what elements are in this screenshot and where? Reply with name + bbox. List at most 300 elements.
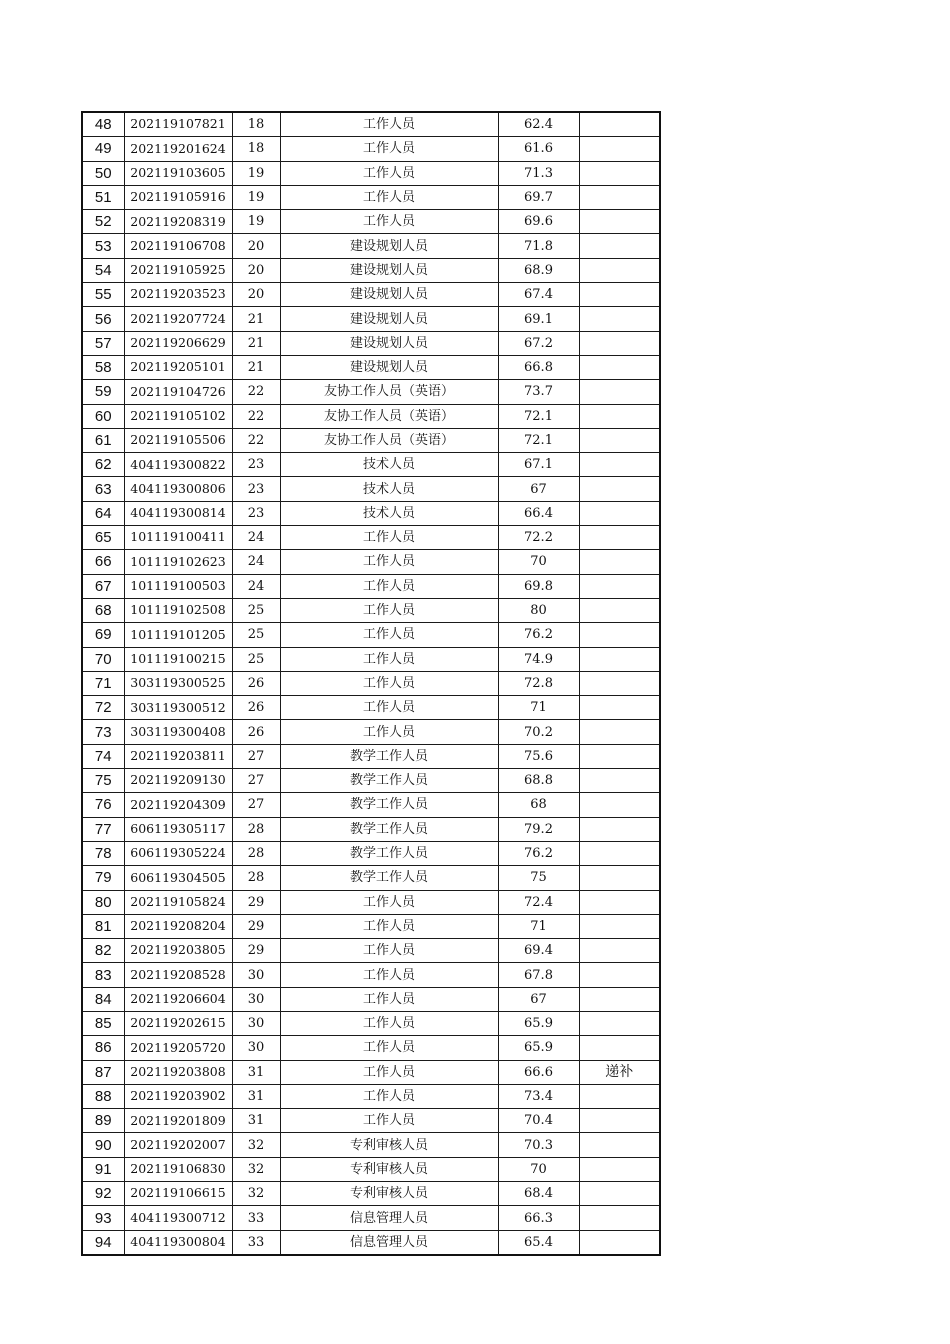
row-number-cell: 83 [82,963,124,987]
row-number-cell: 86 [82,1036,124,1060]
row-number-cell: 66 [82,550,124,574]
position-name-cell: 工作人员 [280,185,498,209]
score-cell: 80 [498,598,579,622]
score-cell: 69.7 [498,185,579,209]
position-code-cell: 20 [232,283,280,307]
note-cell [579,283,660,307]
row-number-cell: 79 [82,866,124,890]
candidate-id-cell: 202119203808 [124,1060,232,1084]
row-number-cell: 92 [82,1182,124,1206]
position-code-cell: 31 [232,1109,280,1133]
row-number-cell: 93 [82,1206,124,1230]
note-cell [579,671,660,695]
candidate-id-cell: 202119208528 [124,963,232,987]
candidate-id-cell: 202119203811 [124,744,232,768]
table-row [82,987,660,1011]
table-row [82,939,660,963]
position-code-cell: 22 [232,380,280,404]
position-name-cell: 建设规划人员 [280,283,498,307]
position-name-cell: 工作人员 [280,890,498,914]
score-cell: 76.2 [498,623,579,647]
score-cell: 73.4 [498,1084,579,1108]
position-code-cell: 32 [232,1133,280,1157]
score-cell: 70.2 [498,720,579,744]
score-cell: 70 [498,550,579,574]
row-number-cell: 84 [82,987,124,1011]
position-name-cell: 建设规划人员 [280,307,498,331]
note-cell [579,453,660,477]
table-row [82,841,660,865]
position-name-cell: 教学工作人员 [280,817,498,841]
score-cell: 79.2 [498,817,579,841]
position-code-cell: 21 [232,307,280,331]
position-code-cell: 28 [232,817,280,841]
position-name-cell: 信息管理人员 [280,1230,498,1255]
position-code-cell: 20 [232,258,280,282]
table-row [82,623,660,647]
candidate-id-cell: 606119304505 [124,866,232,890]
position-name-cell: 建设规划人员 [280,355,498,379]
note-cell [579,1036,660,1060]
position-code-cell: 25 [232,647,280,671]
table-row [82,355,660,379]
position-code-cell: 23 [232,453,280,477]
note-cell [579,1084,660,1108]
position-code-cell: 24 [232,526,280,550]
row-number-cell: 89 [82,1109,124,1133]
row-number-cell: 64 [82,501,124,525]
row-number-cell: 53 [82,234,124,258]
table-row [82,866,660,890]
note-cell [579,331,660,355]
score-cell: 67.8 [498,963,579,987]
position-code-cell: 19 [232,210,280,234]
row-number-cell: 94 [82,1230,124,1255]
position-name-cell: 工作人员 [280,1036,498,1060]
candidate-id-cell: 303119300512 [124,696,232,720]
note-cell [579,428,660,452]
row-number-cell: 77 [82,817,124,841]
row-number-cell: 67 [82,574,124,598]
score-cell: 61.6 [498,137,579,161]
score-cell: 68.9 [498,258,579,282]
row-number-cell: 49 [82,137,124,161]
candidate-id-cell: 202119105506 [124,428,232,452]
position-code-cell: 26 [232,671,280,695]
score-cell: 70.3 [498,1133,579,1157]
position-name-cell: 建设规划人员 [280,258,498,282]
note-cell: 递补 [579,1060,660,1084]
table-row [82,1036,660,1060]
note-cell [579,526,660,550]
row-number-cell: 62 [82,453,124,477]
candidate-id-cell: 303119300408 [124,720,232,744]
table-row [82,720,660,744]
table-row [82,501,660,525]
score-cell: 68.4 [498,1182,579,1206]
note-cell [579,355,660,379]
position-name-cell: 工作人员 [280,696,498,720]
table-row [82,574,660,598]
position-name-cell: 工作人员 [280,1084,498,1108]
position-name-cell: 工作人员 [280,526,498,550]
position-code-cell: 27 [232,744,280,768]
note-cell [579,841,660,865]
candidate-id-cell: 202119207724 [124,307,232,331]
position-name-cell: 专利审核人员 [280,1157,498,1181]
score-cell: 71 [498,914,579,938]
candidate-id-cell: 202119206629 [124,331,232,355]
score-cell: 75 [498,866,579,890]
table-row [82,185,660,209]
note-cell [579,1109,660,1133]
position-code-cell: 27 [232,769,280,793]
candidate-id-cell: 606119305117 [124,817,232,841]
table-row [82,258,660,282]
note-cell [579,550,660,574]
position-name-cell: 友协工作人员（英语） [280,380,498,404]
score-cell: 73.7 [498,380,579,404]
score-cell: 69.6 [498,210,579,234]
table-row [82,647,660,671]
score-cell: 65.9 [498,1036,579,1060]
note-cell [579,890,660,914]
candidate-id-cell: 202119201809 [124,1109,232,1133]
score-cell: 67.1 [498,453,579,477]
candidate-id-cell: 101119100411 [124,526,232,550]
candidate-id-cell: 404119300806 [124,477,232,501]
position-name-cell: 工作人员 [280,550,498,574]
note-cell [579,307,660,331]
score-cell: 66.3 [498,1206,579,1230]
position-code-cell: 24 [232,550,280,574]
position-code-cell: 25 [232,598,280,622]
note-cell [579,404,660,428]
table-row [82,1109,660,1133]
position-name-cell: 专利审核人员 [280,1182,498,1206]
score-cell: 75.6 [498,744,579,768]
position-code-cell: 25 [232,623,280,647]
row-number-cell: 71 [82,671,124,695]
position-name-cell: 教学工作人员 [280,769,498,793]
candidate-id-cell: 202119206604 [124,987,232,1011]
table-row [82,598,660,622]
score-cell: 65.9 [498,1011,579,1035]
note-cell [579,1182,660,1206]
candidate-id-cell: 202119106615 [124,1182,232,1206]
position-code-cell: 27 [232,793,280,817]
row-number-cell: 51 [82,185,124,209]
row-number-cell: 57 [82,331,124,355]
candidate-id-cell: 202119201624 [124,137,232,161]
position-code-cell: 26 [232,696,280,720]
position-code-cell: 30 [232,987,280,1011]
position-code-cell: 21 [232,355,280,379]
candidate-id-cell: 202119204309 [124,793,232,817]
candidate-id-cell: 202119209130 [124,769,232,793]
note-cell [579,258,660,282]
score-cell: 71 [498,696,579,720]
table-row [82,331,660,355]
row-number-cell: 70 [82,647,124,671]
score-cell: 70 [498,1157,579,1181]
candidate-id-cell: 202119202615 [124,1011,232,1035]
position-name-cell: 工作人员 [280,623,498,647]
position-code-cell: 33 [232,1206,280,1230]
position-name-cell: 教学工作人员 [280,841,498,865]
table-row [82,137,660,161]
note-cell [579,210,660,234]
position-name-cell: 友协工作人员（英语） [280,428,498,452]
position-code-cell: 29 [232,939,280,963]
note-cell [579,720,660,744]
position-code-cell: 20 [232,234,280,258]
score-cell: 66.6 [498,1060,579,1084]
note-cell [579,161,660,185]
row-number-cell: 68 [82,598,124,622]
table-row [82,744,660,768]
table-row [82,817,660,841]
candidate-id-cell: 202119208319 [124,210,232,234]
position-name-cell: 工作人员 [280,598,498,622]
row-number-cell: 61 [82,428,124,452]
table-row [82,769,660,793]
row-number-cell: 69 [82,623,124,647]
candidate-id-cell: 202119203902 [124,1084,232,1108]
score-cell: 68 [498,793,579,817]
row-number-cell: 85 [82,1011,124,1035]
candidate-id-cell: 202119205101 [124,355,232,379]
position-name-cell: 工作人员 [280,647,498,671]
candidate-id-cell: 404119300822 [124,453,232,477]
position-name-cell: 技术人员 [280,453,498,477]
note-cell [579,574,660,598]
candidate-id-cell: 101119101205 [124,623,232,647]
score-cell: 72.2 [498,526,579,550]
note-cell [579,477,660,501]
position-name-cell: 工作人员 [280,1011,498,1035]
candidate-id-cell: 202119202007 [124,1133,232,1157]
score-cell: 69.8 [498,574,579,598]
position-code-cell: 28 [232,866,280,890]
candidate-id-cell: 404119300814 [124,501,232,525]
table-row [82,161,660,185]
row-number-cell: 91 [82,1157,124,1181]
row-number-cell: 78 [82,841,124,865]
row-number-cell: 76 [82,793,124,817]
position-name-cell: 工作人员 [280,1109,498,1133]
table-row [82,283,660,307]
candidate-id-cell: 202119105102 [124,404,232,428]
position-name-cell: 工作人员 [280,720,498,744]
table-row [82,428,660,452]
row-number-cell: 90 [82,1133,124,1157]
score-cell: 72.1 [498,428,579,452]
candidate-id-cell: 202119203523 [124,283,232,307]
row-number-cell: 65 [82,526,124,550]
position-name-cell: 专利审核人员 [280,1133,498,1157]
position-name-cell: 工作人员 [280,137,498,161]
table-row [82,112,660,137]
score-cell: 67 [498,987,579,1011]
note-cell [579,647,660,671]
row-number-cell: 63 [82,477,124,501]
table-row [82,1157,660,1181]
row-number-cell: 87 [82,1060,124,1084]
score-cell: 65.4 [498,1230,579,1255]
row-number-cell: 48 [82,112,124,137]
note-cell [579,501,660,525]
note-cell [579,987,660,1011]
score-cell: 67 [498,477,579,501]
candidate-id-cell: 202119106708 [124,234,232,258]
note-cell [579,1157,660,1181]
position-name-cell: 工作人员 [280,914,498,938]
position-name-cell: 工作人员 [280,161,498,185]
note-cell [579,1206,660,1230]
candidate-id-cell: 202119103605 [124,161,232,185]
note-cell [579,939,660,963]
candidate-id-cell: 202119203805 [124,939,232,963]
position-code-cell: 29 [232,890,280,914]
row-number-cell: 88 [82,1084,124,1108]
row-number-cell: 80 [82,890,124,914]
note-cell [579,866,660,890]
note-cell [579,696,660,720]
table-row [82,453,660,477]
position-code-cell: 22 [232,404,280,428]
table-row [82,890,660,914]
row-number-cell: 75 [82,769,124,793]
position-code-cell: 19 [232,161,280,185]
candidate-id-cell: 606119305224 [124,841,232,865]
position-code-cell: 31 [232,1084,280,1108]
position-name-cell: 工作人员 [280,1060,498,1084]
position-name-cell: 建设规划人员 [280,234,498,258]
position-name-cell: 工作人员 [280,574,498,598]
note-cell [579,380,660,404]
position-name-cell: 工作人员 [280,112,498,137]
table-row [82,1011,660,1035]
position-code-cell: 30 [232,1036,280,1060]
table-row [82,380,660,404]
candidate-id-cell: 202119104726 [124,380,232,404]
position-code-cell: 21 [232,331,280,355]
note-cell [579,914,660,938]
table-row [82,914,660,938]
position-code-cell: 33 [232,1230,280,1255]
note-cell [579,817,660,841]
position-code-cell: 18 [232,137,280,161]
position-name-cell: 技术人员 [280,501,498,525]
row-number-cell: 72 [82,696,124,720]
candidate-id-cell: 202119105925 [124,258,232,282]
row-number-cell: 56 [82,307,124,331]
note-cell [579,769,660,793]
note-cell [579,185,660,209]
position-name-cell: 友协工作人员（英语） [280,404,498,428]
score-cell: 70.4 [498,1109,579,1133]
candidate-id-cell: 101119102508 [124,598,232,622]
position-name-cell: 教学工作人员 [280,866,498,890]
note-cell [579,744,660,768]
position-code-cell: 32 [232,1182,280,1206]
results-table-body [82,112,660,1255]
row-number-cell: 52 [82,210,124,234]
position-name-cell: 建设规划人员 [280,331,498,355]
row-number-cell: 55 [82,283,124,307]
score-cell: 68.8 [498,769,579,793]
table-row [82,210,660,234]
table-row [82,404,660,428]
results-table [81,111,661,1256]
score-cell: 72.8 [498,671,579,695]
table-row [82,1084,660,1108]
row-number-cell: 54 [82,258,124,282]
score-cell: 66.8 [498,355,579,379]
table-row [82,526,660,550]
candidate-id-cell: 202119105916 [124,185,232,209]
position-code-cell: 18 [232,112,280,137]
note-cell [579,1230,660,1255]
candidate-id-cell: 404119300804 [124,1230,232,1255]
table-row [82,1060,660,1084]
position-code-cell: 31 [232,1060,280,1084]
row-number-cell: 81 [82,914,124,938]
position-code-cell: 29 [232,914,280,938]
position-code-cell: 19 [232,185,280,209]
table-row [82,307,660,331]
note-cell [579,598,660,622]
table-row [82,963,660,987]
score-cell: 71.3 [498,161,579,185]
row-number-cell: 50 [82,161,124,185]
row-number-cell: 74 [82,744,124,768]
candidate-id-cell: 101119100503 [124,574,232,598]
position-code-cell: 30 [232,963,280,987]
candidate-id-cell: 101119102623 [124,550,232,574]
note-cell [579,137,660,161]
note-cell [579,793,660,817]
position-code-cell: 23 [232,501,280,525]
table-row [82,671,660,695]
table-row [82,696,660,720]
position-code-cell: 32 [232,1157,280,1181]
position-code-cell: 26 [232,720,280,744]
table-row [82,550,660,574]
position-code-cell: 28 [232,841,280,865]
note-cell [579,112,660,137]
table-row [82,1133,660,1157]
row-number-cell: 82 [82,939,124,963]
score-cell: 67.2 [498,331,579,355]
row-number-cell: 59 [82,380,124,404]
position-code-cell: 23 [232,477,280,501]
table-row [82,477,660,501]
score-cell: 66.4 [498,501,579,525]
position-name-cell: 教学工作人员 [280,793,498,817]
position-name-cell: 工作人员 [280,210,498,234]
position-code-cell: 22 [232,428,280,452]
candidate-id-cell: 404119300712 [124,1206,232,1230]
score-cell: 72.1 [498,404,579,428]
position-name-cell: 信息管理人员 [280,1206,498,1230]
note-cell [579,623,660,647]
score-cell: 69.4 [498,939,579,963]
score-cell: 67.4 [498,283,579,307]
position-name-cell: 工作人员 [280,939,498,963]
candidate-id-cell: 202119105824 [124,890,232,914]
